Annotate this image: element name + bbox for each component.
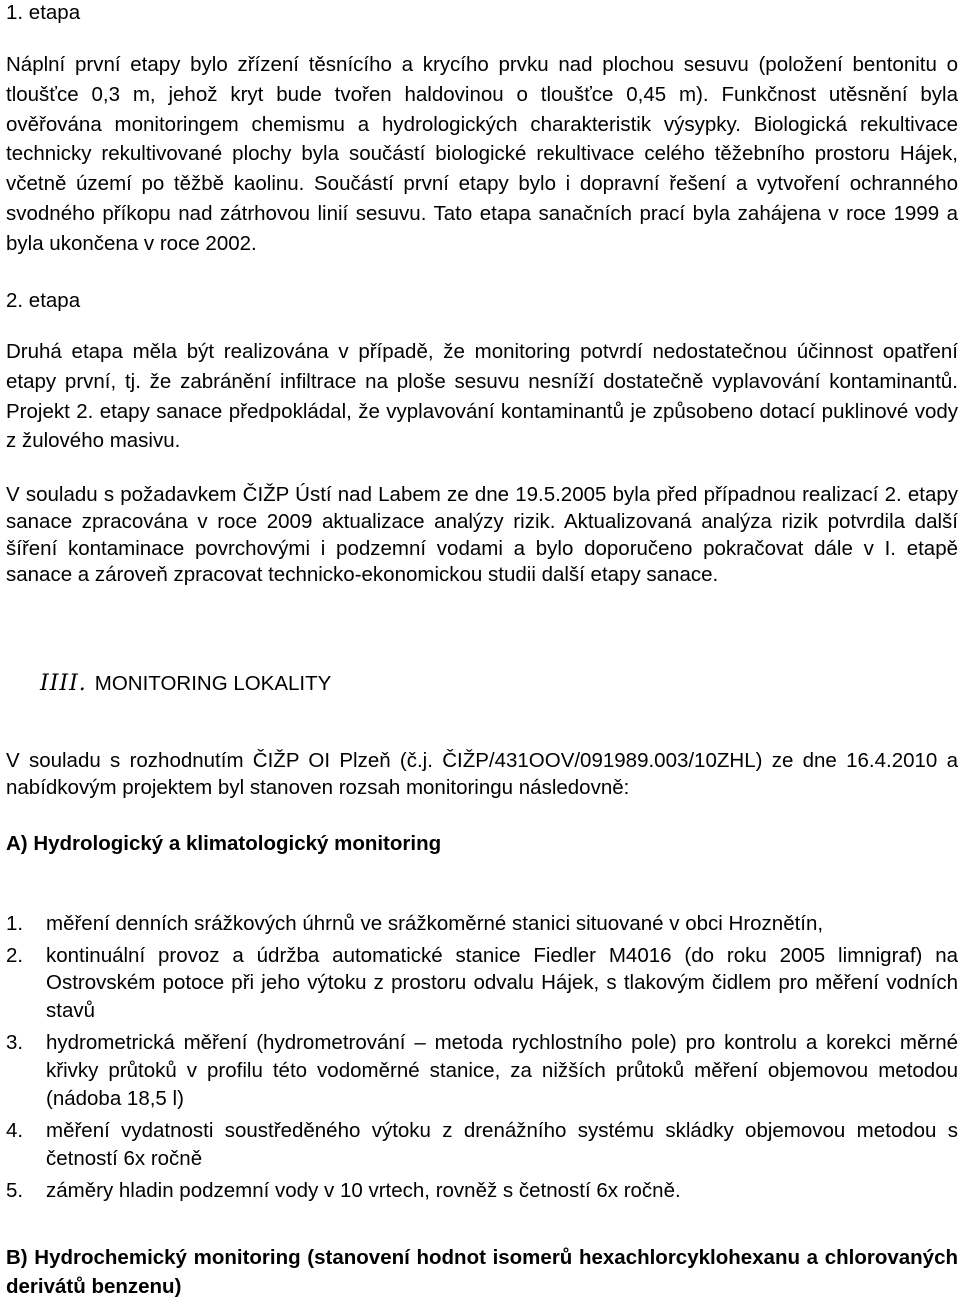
stage2-heading: 2. etapa bbox=[6, 289, 81, 312]
list-item-text: měření vydatnosti soustředěného výtoku z drenážního systému skládky objemovou metodou s četností 6x ročně bbox=[46, 1119, 958, 1170]
cizp-paragraph: V souladu s požadavkem ČIŽP Ústí nad Labem ze dne 19.5.2005 byla před případnou realizací 2. etapy sanace zpracována v roce 2009 aktualizace analýzy rizik. Aktualizovaná analýza rizik potvrdila další šíření kontaminace povrchovými i podzemní vodami a bylo doporučeno pokračovat dále v I. etapě sanace a zároveň zpracovat technicko-ekonomickou studii další etapy sanace. bbox=[6, 483, 958, 587]
section-b-heading: B) Hydrochemický monitoring (stanovení hodnot isomerů hexachlorcyklohexanu a chlorovaných derivátů benzenu) bbox=[6, 1246, 958, 1298]
list-item-text: kontinuální provoz a údržba automatické stanice Fiedler M4016 (do roku 2005 limnigraf) na Ostrovském potoce při jeho výtoku z prostoru odvalu Hájek, s tlakovým čidlem pro měření vodních stavů bbox=[46, 943, 958, 1022]
list-item bbox=[6, 1029, 958, 1112]
monitoring-heading bbox=[6, 671, 331, 697]
list-item-number: 5. bbox=[6, 1179, 24, 1203]
list-item bbox=[6, 1177, 958, 1205]
stage1-paragraph: Náplní první etapy bylo zřízení těsnícího a krycího prvku nad plochou sesuvu (položení bentonitu o tloušťce 0,3 m, jehož kryt bude tvořen haldovinou o tloušťce 0,45 m). Funkčnost utěsnění byla ověřována monitoringem chemismu a hydrologických charakteristik výsypky. Biologická rekultivace technicky rekultivované plochy byla součástí biologické rekultivace celého těžebního prostoru Hájek, včetně území po těžbě kaolinu. Součástí první etapy bylo i dopravní řešení a vytvoření ochranného svodného příkopu nad zátrhovou linií sesuvu. Tato etapa sanačních prací byla zahájena v roce 1999 a byla ukončena v roce 2002. bbox=[6, 53, 958, 255]
list-item-text: záměry hladin podzemní vody v 10 vrtech, rovněž s četností 6x ročně. bbox=[46, 1179, 681, 1203]
list-item bbox=[6, 1117, 958, 1172]
list-item-text: měření denních srážkových úhrnů ve srážkoměrné stanici situované v obci Hroznětín, bbox=[46, 912, 824, 935]
list-item-number: 3. bbox=[6, 1031, 24, 1055]
list-item bbox=[6, 942, 958, 1025]
roman-numeral-glyph: IIII. bbox=[40, 671, 87, 696]
list-item-number: 4. bbox=[6, 1119, 24, 1143]
stage1-heading: 1. etapa bbox=[6, 1, 81, 24]
stage2-paragraph: Druhá etapa měla být realizována v případě, že monitoring potvrdí nedostatečnou účinnost opatření etapy první, tj. že zabránění infiltrace na ploše sesuvu nesníží dostatečně vyplavování kontaminantů. Projekt 2. etapy sanace předpokládal, že vyplavování kontaminantů je způsobeno dotací puklinové vody z žulového masivu. bbox=[6, 340, 958, 453]
list-item bbox=[6, 910, 958, 938]
monitoring-title: MONITORING LOKALITY bbox=[94, 672, 332, 695]
monitoring-intro: V souladu s rozhodnutím ČIŽP OI Plzeň (č.j. ČIŽP/431OOV/091989.003/10ZHL) ze dne 16.4.2010 a nabídkovým projektem byl stanoven rozsah monitoringu následovně: bbox=[6, 749, 958, 799]
list-item-number: 2. bbox=[6, 943, 24, 967]
list-item-number: 1. bbox=[6, 912, 24, 935]
section-a-heading: A) Hydrologický a klimatologický monitoring bbox=[6, 832, 442, 855]
section-a-list bbox=[6, 910, 958, 1205]
list-item-text: hydrometrická měření (hydrometrování – metoda rychlostního pole) pro kontrolu a korekci měrné křivky průtoků v profilu této vodoměrné stanice, za nižších průtoků měření objemovou metodou (nádoba 18,5 l) bbox=[46, 1031, 958, 1110]
